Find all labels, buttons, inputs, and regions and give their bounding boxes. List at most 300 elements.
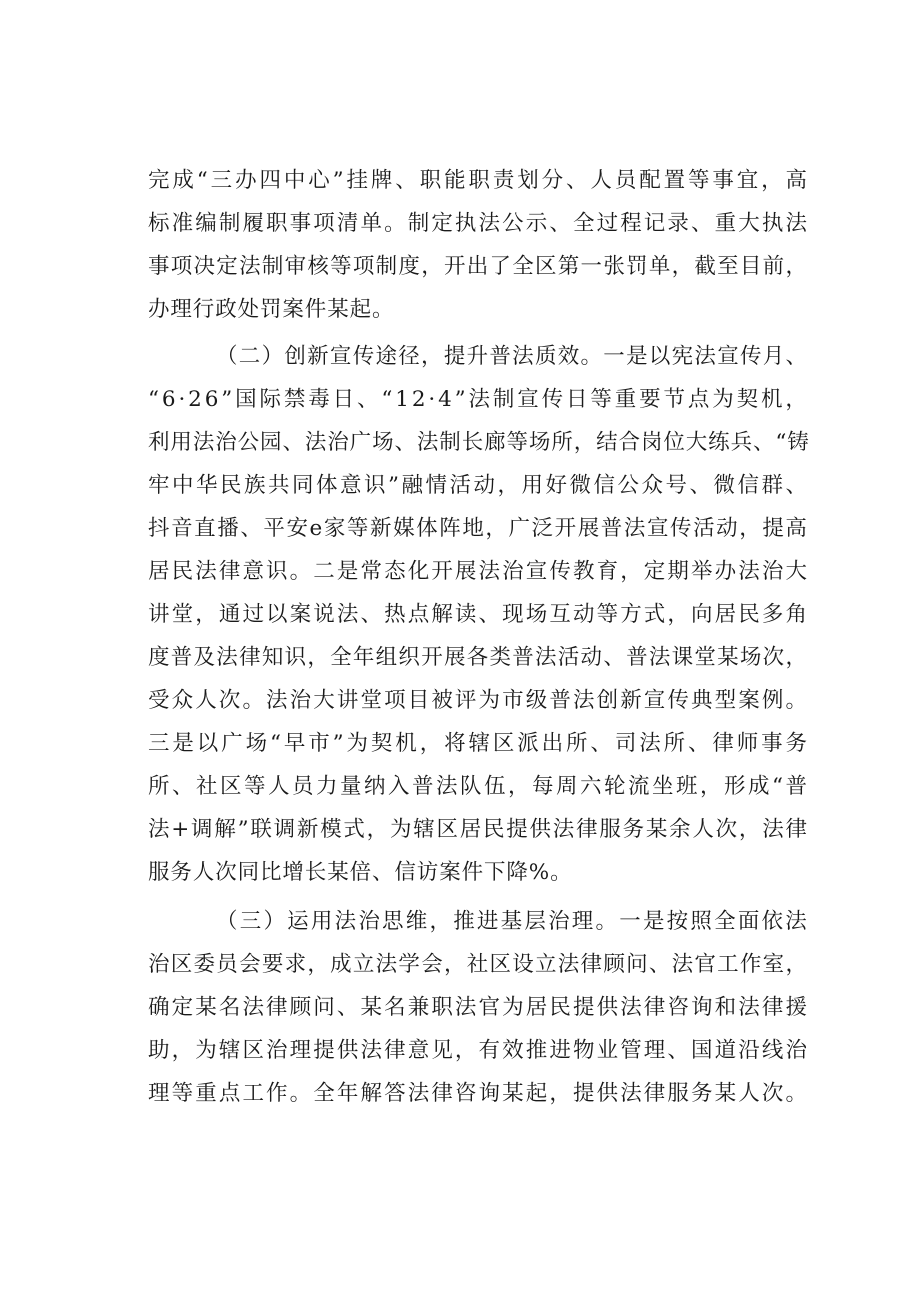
text-glyph: 要: [261, 952, 285, 977]
text-glyph: ，: [738, 817, 762, 842]
text-glyph: 立: [535, 952, 558, 977]
text-glyph: ，: [419, 731, 443, 756]
text-glyph: 等: [346, 516, 370, 541]
text-glyph: 人: [590, 168, 613, 193]
text-glyph: 过: [596, 211, 619, 236]
paragraph-heading-line: [148, 342, 808, 372]
text-glyph: 伍: [484, 774, 507, 799]
text-glyph: 形: [724, 774, 747, 799]
text-glyph: ·: [428, 387, 437, 412]
text-glyph: 为: [389, 817, 413, 842]
text-glyph: 际: [259, 387, 282, 412]
text-glyph: 宣: [717, 344, 740, 369]
text-glyph: 标: [148, 211, 171, 236]
text-glyph: ，: [307, 952, 330, 977]
text-glyph: 宣: [643, 688, 667, 713]
text-glyph: 官: [478, 995, 501, 1020]
text-glyph: 。: [595, 909, 618, 934]
text-glyph: 机: [395, 731, 418, 756]
text-line: [148, 772, 808, 802]
text-glyph: e: [309, 516, 324, 541]
text-glyph: 调: [273, 817, 297, 842]
text-glyph: 按: [666, 909, 690, 934]
text-glyph: 微: [569, 473, 592, 498]
text-glyph: 新: [296, 817, 320, 842]
text-glyph: ”: [332, 168, 345, 193]
text-glyph: ”: [454, 387, 467, 412]
text-glyph: 活: [693, 516, 716, 541]
text-glyph: 牌: [370, 168, 394, 193]
text-glyph: 点: [687, 387, 711, 412]
text-glyph: 某: [645, 817, 669, 842]
text-glyph: 法: [192, 430, 216, 455]
text-glyph: 目: [407, 688, 431, 713]
text-glyph: 一: [603, 344, 626, 369]
text-glyph: 度: [148, 645, 171, 670]
text-glyph: 分: [541, 168, 565, 193]
text-glyph: 法: [239, 254, 262, 279]
text-glyph: 兵: [730, 430, 753, 455]
text-glyph: 社: [196, 774, 219, 799]
text-glyph: “: [269, 731, 282, 756]
text-glyph: 周: [556, 774, 579, 799]
text-glyph: 传: [667, 688, 690, 713]
text-glyph: 宣: [329, 344, 353, 369]
text-glyph: 制: [407, 211, 431, 236]
text-glyph: 执: [454, 211, 478, 236]
text-glyph: ，: [761, 168, 784, 193]
text-glyph: ，: [671, 254, 695, 279]
text-glyph: 法: [216, 645, 239, 670]
text-line: [148, 557, 808, 587]
text-glyph: 理: [643, 1038, 667, 1063]
text-glyph: 信: [737, 473, 760, 498]
text-glyph: 官: [694, 952, 717, 977]
text-glyph: 律: [576, 817, 599, 842]
text-glyph: ，: [497, 473, 520, 498]
text-glyph: 沿: [738, 1038, 761, 1063]
text-glyph: 律: [643, 1081, 667, 1106]
text-glyph: 流: [628, 774, 651, 799]
text-glyph: 民: [549, 995, 572, 1020]
text-glyph: 组: [375, 645, 399, 670]
text-glyph: 、: [752, 430, 776, 455]
text-glyph: 见: [431, 1038, 454, 1063]
text-glyph: 热: [384, 602, 407, 627]
text-glyph: 面: [737, 909, 761, 934]
text-glyph: 场: [739, 645, 763, 670]
text-glyph: 室: [762, 952, 786, 977]
text-glyph: 宣: [525, 559, 549, 584]
text-glyph: 织: [398, 645, 421, 670]
text-glyph: 将: [444, 731, 467, 756]
text-glyph: 动: [572, 602, 596, 627]
text-glyph: 廊: [484, 430, 507, 455]
text-glyph: 国: [691, 1038, 714, 1063]
text-glyph: 识: [364, 473, 387, 498]
text-glyph: 意: [407, 1038, 431, 1063]
text-glyph: 全: [313, 1081, 336, 1106]
text-glyph: 普: [412, 774, 435, 799]
text-glyph: ，: [195, 602, 218, 627]
text-glyph: 新: [307, 344, 330, 369]
text-glyph: 居: [714, 602, 738, 627]
text-glyph: 师: [736, 731, 760, 756]
text-glyph: 国: [235, 387, 258, 412]
text-glyph: 牢: [148, 473, 171, 498]
text-glyph: 普: [600, 516, 624, 541]
text-glyph: 理: [571, 909, 595, 934]
text-glyph: 年: [336, 1081, 360, 1106]
text-glyph: 程: [620, 211, 643, 236]
text-glyph: 角: [785, 602, 808, 627]
text-glyph: 、: [687, 731, 711, 756]
text-glyph: 例: [761, 688, 785, 713]
text-glyph: 识: [266, 559, 289, 584]
text-line: [148, 686, 808, 716]
text-glyph: 广: [349, 430, 373, 455]
text-glyph: 场: [525, 602, 549, 627]
text-glyph: 名: [218, 995, 242, 1020]
text-glyph: 区: [535, 254, 558, 279]
text-glyph: 一: [580, 254, 603, 279]
text-glyph: 展: [577, 516, 601, 541]
text-glyph: 管: [620, 1038, 643, 1063]
text-glyph: 二: [238, 344, 262, 369]
text-glyph: 期: [667, 559, 690, 584]
text-glyph: 确: [148, 995, 171, 1020]
text-glyph: 法: [436, 774, 459, 799]
text-glyph: 重: [195, 1081, 218, 1106]
text-glyph: 服: [599, 817, 622, 842]
text-glyph: 治: [148, 952, 171, 977]
text-glyph: 开: [421, 645, 444, 670]
text-glyph: 传: [541, 387, 565, 412]
text-glyph: 日: [332, 387, 356, 412]
text-glyph: 全: [714, 909, 737, 934]
text-glyph: 升: [466, 344, 489, 369]
text-glyph: 多: [761, 602, 785, 627]
text-glyph: 、: [394, 430, 417, 455]
text-glyph: 大: [313, 688, 336, 713]
text-glyph: 、: [603, 645, 626, 670]
text-glyph: 大: [685, 430, 709, 455]
text-glyph: 基: [500, 909, 524, 934]
text-line: [148, 385, 808, 415]
text-glyph: 利: [148, 430, 171, 455]
text-glyph: 法: [738, 995, 761, 1020]
text-glyph: 务: [622, 817, 645, 842]
text-glyph: 律: [384, 1038, 407, 1063]
text-glyph: 队: [460, 774, 483, 799]
text-glyph: 某: [360, 995, 383, 1020]
text-glyph: 广: [508, 516, 531, 541]
text-glyph: 提: [572, 995, 596, 1020]
text-glyph: 播: [217, 516, 240, 541]
text-glyph: 契: [736, 387, 760, 412]
text-glyph: 录: [667, 211, 690, 236]
text-glyph: 化: [407, 559, 431, 584]
text-glyph: 宣: [646, 516, 670, 541]
text-glyph: 兼: [407, 995, 431, 1020]
text-glyph: 治: [358, 909, 381, 934]
text-glyph: 执: [761, 211, 785, 236]
text-glyph: 责: [492, 168, 516, 193]
text-glyph: 知: [261, 645, 285, 670]
text-glyph: 创: [596, 688, 619, 713]
text-glyph: 事: [289, 211, 313, 236]
text-glyph: 置: [663, 168, 686, 193]
text-glyph: 动: [580, 645, 603, 670]
text-glyph: 等: [687, 168, 711, 193]
text-line: [148, 1036, 808, 1066]
text-glyph: 作: [739, 952, 763, 977]
text-glyph: 法: [407, 1081, 431, 1106]
text-glyph: 。: [242, 688, 265, 713]
text-glyph: 法: [639, 731, 662, 756]
text-glyph: 人: [195, 688, 218, 713]
text-glyph: 学: [398, 952, 421, 977]
text-glyph: 治: [215, 430, 238, 455]
text-glyph: 为: [346, 731, 369, 756]
text-glyph: 、: [549, 211, 572, 236]
text-glyph: 公: [502, 211, 525, 236]
text-glyph: 质: [534, 344, 558, 369]
text-glyph: 推: [525, 1038, 549, 1063]
text-glyph: 、: [785, 473, 808, 498]
text-glyph: 场: [245, 731, 268, 756]
text-glyph: 为: [195, 1038, 218, 1063]
text-glyph: 禁: [283, 387, 307, 412]
text-glyph: 居: [459, 817, 483, 842]
text-glyph: 动: [473, 473, 496, 498]
text-glyph: “: [148, 387, 160, 412]
text-glyph: 为: [712, 387, 735, 412]
text-glyph: 定: [431, 211, 454, 236]
text-glyph: 思: [382, 909, 405, 934]
text-glyph: 、: [648, 952, 672, 977]
text-glyph: 普: [549, 688, 572, 713]
text-glyph: 好: [545, 473, 568, 498]
text-glyph: ，: [785, 952, 808, 977]
text-glyph: ）: [261, 344, 284, 369]
text-line: [148, 252, 808, 282]
text-glyph: 职: [419, 168, 443, 193]
text-glyph: 律: [239, 645, 262, 670]
text-glyph: 成: [330, 952, 353, 977]
text-glyph: 早: [283, 731, 307, 756]
text-glyph: 助: [148, 1038, 171, 1063]
text-glyph: 区: [220, 774, 243, 799]
text-line: [148, 815, 808, 845]
text-glyph: 目: [739, 254, 763, 279]
text-glyph: 准: [171, 211, 195, 236]
text-glyph: 作: [266, 1081, 289, 1106]
text-glyph: 用: [521, 473, 544, 498]
text-glyph: ，: [667, 602, 690, 627]
text-glyph: 族: [244, 473, 267, 498]
text-glyph: 人: [738, 1081, 761, 1106]
text-glyph: 询: [691, 995, 714, 1020]
text-line: [148, 166, 808, 196]
text-glyph: 体: [416, 516, 439, 541]
text-glyph: 派: [517, 731, 540, 756]
text-glyph: 提: [762, 516, 785, 541]
text-glyph: 解: [214, 817, 237, 842]
text-glyph: 2: [188, 387, 203, 412]
text-glyph: 是: [172, 731, 195, 756]
text-glyph: 坐: [652, 774, 675, 799]
text-glyph: 直: [194, 516, 217, 541]
text-glyph: 法: [148, 817, 171, 842]
text-glyph: 治: [548, 909, 571, 934]
text-glyph: 法: [468, 387, 491, 412]
text-glyph: “: [775, 430, 788, 455]
text-glyph: 和: [714, 995, 738, 1020]
text-glyph: 以: [266, 602, 289, 627]
text-glyph: 、: [691, 211, 714, 236]
text-glyph: 传: [670, 516, 693, 541]
text-glyph: 节: [663, 387, 686, 412]
text-glyph: 法: [785, 909, 808, 934]
text-glyph: 以: [648, 344, 672, 369]
text-glyph: 供: [529, 817, 552, 842]
text-glyph: 运: [287, 909, 310, 934]
text-glyph: 六: [580, 774, 603, 799]
text-glyph: 前: [762, 254, 786, 279]
text-glyph: 人: [692, 817, 715, 842]
text-glyph: 育: [596, 559, 619, 584]
text-glyph: 。: [289, 1081, 313, 1106]
text-glyph: 推: [453, 909, 476, 934]
text-glyph: 式: [643, 602, 667, 627]
text-glyph: ，: [421, 254, 444, 279]
text-glyph: 法: [671, 952, 695, 977]
text-glyph: 供: [596, 995, 619, 1020]
text-glyph: 法: [572, 688, 596, 713]
text-line: [148, 729, 808, 759]
text-glyph: 案: [289, 602, 313, 627]
text-glyph: 项: [170, 254, 194, 279]
text-glyph: 法: [336, 602, 360, 627]
text-glyph: 开: [431, 559, 454, 584]
text-glyph: ，: [573, 430, 597, 455]
text-glyph: 类: [489, 645, 512, 670]
text-glyph: 普: [512, 645, 535, 670]
text-glyph: 日: [566, 387, 589, 412]
text-glyph: 广: [221, 731, 244, 756]
text-glyph: 人: [268, 774, 291, 799]
text-glyph: 业: [596, 1038, 619, 1063]
text-glyph: 某: [714, 1081, 738, 1106]
text-glyph: 2: [411, 387, 427, 412]
text-glyph: 、: [240, 516, 263, 541]
text-glyph: 法: [478, 211, 501, 236]
text-line: 服务人次同比增长某倍、信访案件下降%。: [148, 860, 573, 885]
text-glyph: 、: [785, 344, 808, 369]
text-glyph: 公: [237, 430, 261, 455]
text-glyph: 华: [196, 473, 219, 498]
text-glyph: 高: [785, 168, 808, 193]
text-glyph: ”: [221, 387, 234, 412]
text-glyph: “: [196, 168, 209, 193]
text-glyph: 挂: [346, 168, 369, 193]
text-glyph: 示: [525, 211, 549, 236]
text-glyph: 互: [549, 602, 572, 627]
text-glyph: 普: [626, 645, 649, 670]
text-glyph: 共: [268, 473, 291, 498]
text-glyph: 法: [360, 1038, 383, 1063]
text-glyph: 宪: [671, 344, 695, 369]
text-glyph: 纳: [364, 774, 387, 799]
text-glyph: ，: [508, 774, 531, 799]
text-glyph: 动: [716, 516, 739, 541]
text-glyph: 项: [313, 211, 336, 236]
text-glyph: 制: [492, 387, 516, 412]
text-glyph: 治: [761, 559, 785, 584]
text-line: [148, 1079, 808, 1109]
text-glyph: 二: [313, 559, 336, 584]
text-glyph: 次: [715, 817, 739, 842]
text-glyph: 点: [218, 1081, 242, 1106]
text-glyph: 员: [216, 952, 239, 977]
text-glyph: 区: [492, 731, 516, 756]
text-glyph: 阵: [439, 516, 462, 541]
text-glyph: 定: [171, 995, 195, 1020]
text-glyph: 为: [478, 688, 501, 713]
text-glyph: ·: [178, 387, 187, 412]
text-glyph: 线: [761, 1038, 785, 1063]
text-glyph: 常: [360, 559, 383, 584]
text-glyph: 家: [323, 516, 347, 541]
text-glyph: 法: [648, 645, 672, 670]
text-glyph: 履: [242, 211, 265, 236]
text-glyph: 清: [336, 211, 360, 236]
text-glyph: 6: [161, 387, 177, 412]
text-glyph: 模: [320, 817, 343, 842]
text-glyph: ，: [307, 645, 330, 670]
text-glyph: 起: [525, 1081, 549, 1106]
text-glyph: 用: [170, 430, 193, 455]
text-glyph: ，: [785, 645, 808, 670]
text-glyph: 开: [554, 516, 578, 541]
text-glyph: 工: [717, 952, 740, 977]
text-glyph: 职: [266, 211, 289, 236]
text-glyph: 会: [239, 952, 262, 977]
text-line: [148, 471, 808, 501]
text-glyph: 次: [218, 688, 242, 713]
text-glyph: 重: [714, 211, 738, 236]
text-glyph: 律: [643, 995, 667, 1020]
text-glyph: 务: [785, 731, 808, 756]
text-glyph: 法: [738, 559, 761, 584]
text-glyph: 区: [242, 1038, 265, 1063]
text-glyph: 1: [395, 387, 410, 412]
text-glyph: 、: [478, 602, 501, 627]
text-glyph: 法: [552, 817, 576, 842]
text-glyph: 普: [489, 344, 512, 369]
text-glyph: 决: [193, 254, 216, 279]
text-glyph: 制: [375, 254, 399, 279]
text-glyph: 四: [259, 168, 282, 193]
text-glyph: 道: [714, 1038, 738, 1063]
text-glyph: 宣: [517, 387, 540, 412]
text-glyph: 张: [603, 254, 626, 279]
text-line: [148, 950, 808, 980]
text-glyph: 地: [462, 516, 485, 541]
text-glyph: 单: [648, 254, 672, 279]
text-glyph: 单: [360, 211, 383, 236]
